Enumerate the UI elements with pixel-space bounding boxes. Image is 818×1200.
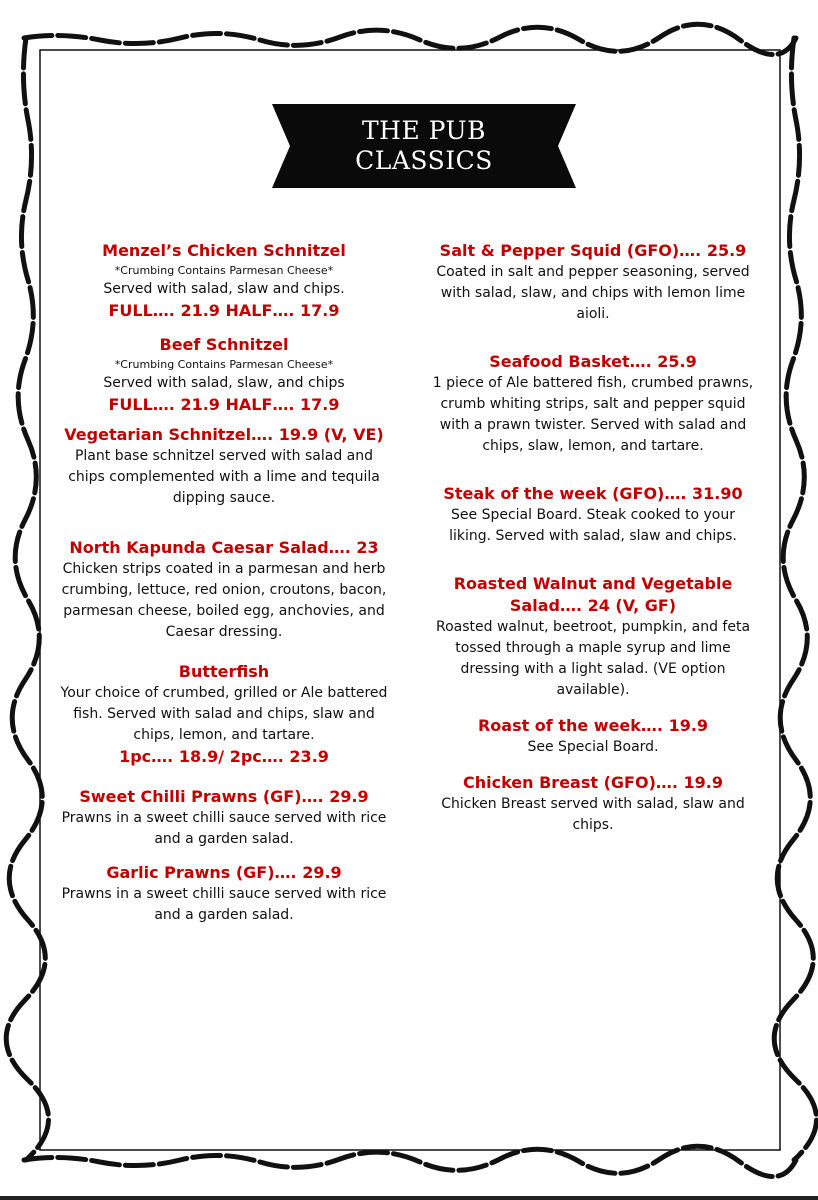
- menu-item-name: Butterfish: [178, 662, 270, 681]
- menu-item-note: *Crumbing Contains Parmesan Cheese*: [114, 264, 334, 277]
- menu-item-price: 1pc…. 18.9/ 2pc…. 23.9: [119, 747, 329, 766]
- menu-item-description: Plant base schnitzel served with salad and chips complemented with a lime and tequila dipping sauce.: [68, 448, 380, 506]
- menu-item-description: Roasted walnut, beetroot, pumpkin, and feta tossed through a maple syrup and lime dressing with a light salad. (VE option available).: [435, 619, 751, 698]
- menu-item-description: Served with salad, slaw and chips.: [103, 281, 345, 297]
- menu-item-name: North Kapunda Caesar Salad…. 23: [69, 538, 379, 557]
- menu-item-price: FULL…. 21.9 HALF…. 17.9: [108, 395, 340, 414]
- menu-item-description: Chicken strips coated in a parmesan and herb crumbing, lettuce, red onion, croutons, bacon, parmesan cheese, boiled egg, anchovies, and Caesar dressing.: [61, 561, 387, 640]
- menu-item: [60, 334, 388, 416]
- menu-item-name: Roast of the week…. 19.9: [477, 716, 709, 735]
- menu-item-name: Sweet Chilli Prawns (GF)…. 29.9: [79, 787, 369, 806]
- menu-column-right: [432, 240, 754, 836]
- menu-column-left: [60, 240, 388, 926]
- section-title-line1: THE PUB: [362, 116, 486, 145]
- menu-item: [432, 772, 754, 836]
- menu-item-note: *Crumbing Contains Parmesan Cheese*: [114, 358, 334, 371]
- menu-item: [432, 573, 754, 701]
- menu-item-description: Prawns in a sweet chilli sauce served with rice and a garden salad.: [61, 810, 387, 847]
- menu-item: [60, 862, 388, 926]
- menu-item-description: Coated in salt and pepper seasoning, served with salad, slaw, and chips with lemon lime aioli.: [436, 264, 750, 322]
- menu-item-description: See Special Board.: [527, 739, 659, 755]
- menu-item-price: FULL…. 21.9 HALF…. 17.9: [108, 301, 340, 320]
- menu-item: [432, 483, 754, 547]
- menu-item-name: Steak of the week (GFO)…. 31.90: [443, 484, 743, 503]
- menu-item-description: 1 piece of Ale battered fish, crumbed prawns, crumb whiting strips, salt and pepper squid with a prawn twister. Served with salad and chips, slaw, lemon, and tartare.: [432, 375, 754, 454]
- menu-item-name: Menzel’s Chicken Schnitzel: [102, 241, 346, 260]
- menu-item: [432, 351, 754, 457]
- menu-item-description: Served with salad, slaw, and chips: [103, 375, 345, 391]
- menu-item-name: Vegetarian Schnitzel…. 19.9 (V, VE): [64, 425, 384, 444]
- menu-item-name: Seafood Basket…. 25.9: [489, 352, 697, 371]
- menu-item: [60, 786, 388, 850]
- menu-item-description: Your choice of crumbed, grilled or Ale battered fish. Served with salad and chips, slaw and chips, lemon, and tartare.: [60, 685, 388, 743]
- menu-item: [60, 661, 388, 768]
- section-title-line2: CLASSICS: [355, 146, 493, 175]
- menu-item: [60, 537, 388, 643]
- section-title: [272, 116, 576, 176]
- menu-item: [60, 424, 388, 509]
- section-banner: [272, 104, 576, 188]
- menu-item: [432, 715, 754, 758]
- menu-item-name: Roasted Walnut and Vegetable Salad…. 24 (V, GF): [453, 574, 733, 615]
- menu-item: [60, 240, 388, 322]
- menu-item-description: See Special Board. Steak cooked to your liking. Served with salad, slaw and chips.: [449, 507, 737, 544]
- menu-item: [432, 240, 754, 325]
- menu-item-description: Chicken Breast served with salad, slaw and chips.: [441, 796, 745, 833]
- menu-item-name: Beef Schnitzel: [159, 335, 289, 354]
- menu-item-description: Prawns in a sweet chilli sauce served with rice and a garden salad.: [61, 886, 387, 923]
- menu-item-name: Salt & Pepper Squid (GFO)…. 25.9: [439, 241, 747, 260]
- menu-item-name: Chicken Breast (GFO)…. 19.9: [462, 773, 723, 792]
- bottom-divider: [0, 1196, 818, 1200]
- menu-item-name: Garlic Prawns (GF)…. 29.9: [106, 863, 342, 882]
